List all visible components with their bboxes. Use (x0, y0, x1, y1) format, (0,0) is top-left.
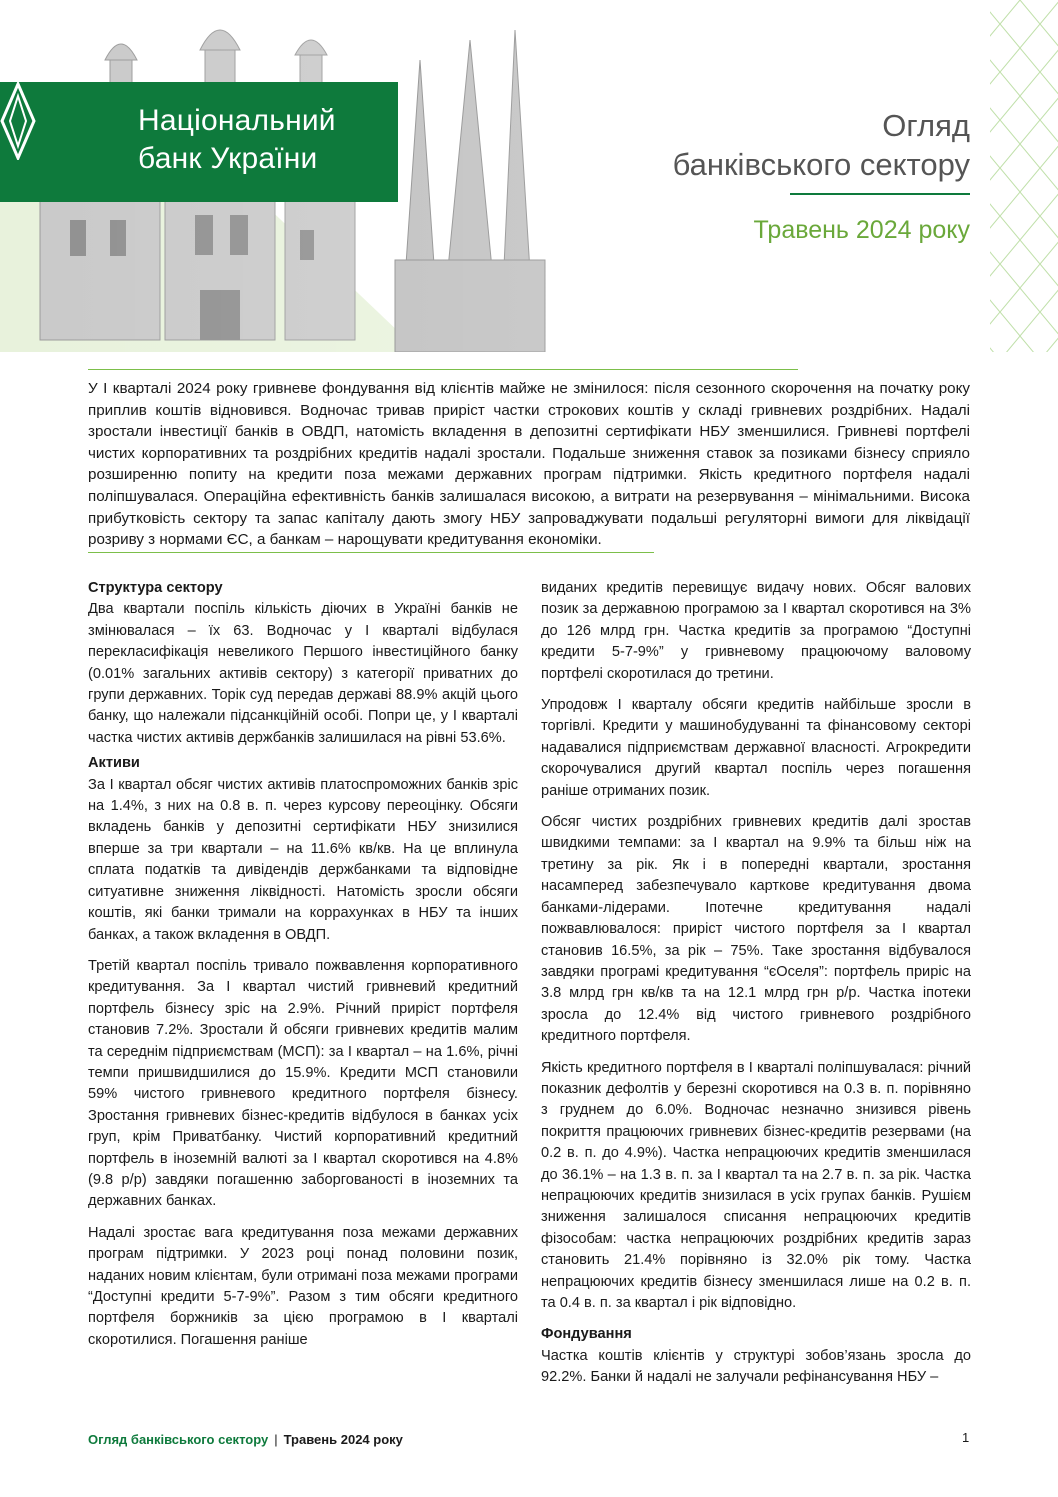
paragraph-right-3: Обсяг чистих роздрібних гривневих кредитів далі зростав швидкими темпами: за І квартал на 9.9% та більш ніж на третину за рік. Як і в попередні квартали, зростання насамперед забезпечувало карткове кредитування двома банками-лідерами. Іпотечне кредитування надалі пожвавлювалося: приріст чистого портфеля за І квартал становив 16.5%, за рік – 75%. Таке зростання відбувалося завдяки програмі кредитування “єОселя”: портфель приріс на 3.8 млрд грн кв/кв та на 12.1 млрд грн р/р. Частка іпотеки зросла до 12.4% від чистого гривневого роздрібного кредитного портфеля. (541, 814, 971, 1045)
cover-header (0, 0, 1058, 352)
paragraph-right-2: Упродовж І кварталу обсяги кредитів найбільше зросли в торгівлі. Кредити у машинобудуванні та фінансовому секторі надавалися підприємствам державної власності. Агрокредити скорочувалися другий квартал поспіль через погашення раніше отриманих позик. (541, 697, 971, 799)
footer-separator: | (274, 1432, 278, 1447)
page-number: 1 (962, 1430, 970, 1445)
heading-assets: Активи (88, 755, 140, 772)
paragraph-assets-3: Надалі зростає вага кредитування поза межами державних програм підтримки. У 2023 році понад половини позик, наданих новим клієнтам, були отримані поза межами програми “Доступні кредити 5-7-9%”. Разом з тим обсяги кредитного портфеля боржників за цією програмою в І кварталі скоротилися. Погашення раніше (88, 1224, 518, 1348)
report-title (673, 106, 970, 184)
footer-date: Травень 2024 року (283, 1432, 403, 1447)
title-divider (790, 193, 970, 195)
paragraph-right-1: виданих кредитів перевищує видачу нових. Обсяг валових позик за державною програмою за І квартал скоротився на 3% до 126 млрд грн. Частка кредитів за програмою “Доступні кредити 5-7-9%” у гривневому працюючому валовому портфелі скоротилася до третини. (541, 580, 971, 682)
lead-top-rule (88, 369, 798, 370)
footer-title: Огляд банківського сектору (88, 1432, 269, 1447)
lead-bottom-rule (88, 552, 654, 553)
left-column (88, 578, 518, 1361)
logo-line2: банк України (138, 142, 318, 175)
paragraph-right-4: Якість кредитного портфеля в І кварталі поліпшувалася: річний показник дефолтів у березні скоротився на 0.3 в. п. порівняно з груднем до 6.0%. Водночас незначно знизився рівень покриття працюючих гривневих бізнес-кредитів резервами (на 0.2 в. п. до 4.9%). Частка непрацюючих кредитів зменшилася до 36.1% – на 1.3 в. п. за І квартал та на 2.7 в. п. за рік. Частка непрацюючих кредитів знизилася в усіх групах банків. Рушієм зниження залишалося списання непрацюючих кредитів фізособам: частка непрацюючих роздрібних кредитів зараз становить 21.4% порівняно із 32.0% рік тому. Частка непрацюючих кредитів бізнесу зменшилася лише на 0.2 в. п. та 0.4 в. п. за квартал і рік відповідно. (541, 1059, 971, 1311)
paragraph-assets-1: За І квартал обсяг чистих активів платоспроможних банків зріс на 1.4%, з них на 0.8 в. п. через курсову переоцінку. Обсяги вкладень банків у депозитні сертифікати НБУ знизилися вперше за три квартали – на 11.6% кв/кв. На це вплинула сплата податків та дивідендів держбанками та відповідне ситуативне зниження ліквідності. Натомість зросли обсяги коштів, які банки тримали на коррахунках в НБУ та інших банках, а також вкладення в ОВДП. (88, 776, 518, 943)
page-footer (88, 1432, 403, 1447)
logo-line1: Національний (138, 104, 336, 137)
heading-funding: Фондування (541, 1326, 632, 1343)
heading-structure: Структура сектору (88, 580, 223, 596)
nbu-emblem-icon (0, 82, 36, 160)
nbu-logo (0, 82, 398, 202)
report-date: Травень 2024 року (753, 216, 970, 244)
lead-summary: У І кварталі 2024 року гривневе фондування від клієнтів майже не змінилося: після сезонного скорочення на початку року приплив коштів відновився. Водночас тривав приріст частки строкових коштів у складі гривневих роздрібних. Надалі зростали інвестиції банків в ОВДП, натомість вкладення в депозитні сертифікати НБУ зменшилися. Гривневі портфелі чистих корпоративних та роздрібних кредитів надалі зростали. Подальше зниження ставок за позиками бізнесу сприяло розширенню попиту на кредити поза межами державних програм підтримки. Якість кредитного портфеля надалі поліпшувалася. Операційна ефективність банків залишалася високою, а витрати на резервування – мінімальними. Висока прибутковість сектору та запас капіталу дають змогу НБУ запроваджувати подальші регуляторні вимоги для ліквідації розриву з нормами ЄС, а банкам – нарощувати кредитування економіки. (88, 380, 970, 549)
title-line1: Огляд (882, 108, 970, 143)
title-line2: банківського сектору (672, 147, 970, 182)
paragraph-structure: Два квартали поспіль кількість діючих в Україні банків не змінювалася – їх 63. Водночас у І кварталі відбулася перекласифікація невеликого Першого інвестиційного банку (0.01% загальних активів сектору) з категорії приватних до групи державних. Торік суд передав державі 88.9% акцій цього банку, що належали підсанкційній особі. Попри це, у І кварталі частка чистих активів держбанків залишилася на рівні 53.6%. (88, 601, 518, 746)
paragraph-funding: Частка коштів клієнтів у структурі зобов’язань зросла до 92.2%. Банки й надалі не залучали рефінансування НБУ – (541, 1347, 971, 1386)
right-column (541, 578, 971, 1399)
paragraph-assets-2: Третій квартал поспіль тривало пожвавлення корпоративного кредитування. За І квартал чистий гривневий кредитний портфель бізнесу зріс на 2.9%. Річний приріст портфеля становив 7.2%. Зростали й обсяги гривневих кредитів малим та середнім підприємствам (МСП): за І квартал – на 1.6%, річні темпи пришвидшилися до 15.9%. Кредити МСП становили 59% чистого гривневого кредитного портфеля бізнесу. Зростання гривневих бізнес-кредитів відбулося в банках усіх груп, крім Приватбанку. Чистий корпоративний кредитний портфель в іноземній валюті за І квартал скоротився на 4.8% (9.8 р/р) завдяки погашенню заборгованості в іноземних та державних банках. (88, 957, 518, 1210)
